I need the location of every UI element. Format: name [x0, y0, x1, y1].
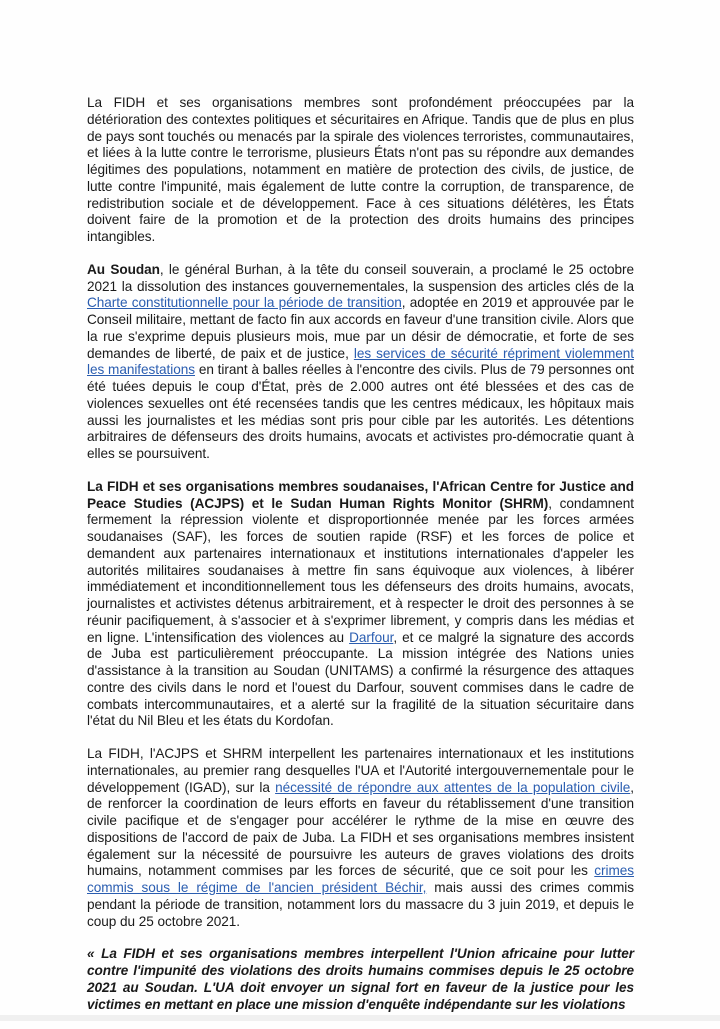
bottom-strip [0, 1015, 720, 1021]
paragraph-intro [87, 95, 634, 246]
link-darfour[interactable]: Darfour [349, 629, 394, 645]
document-page [87, 95, 634, 1029]
paragraph-quote [87, 946, 634, 1013]
quote-text: « La FIDH et ses organisations membres interpellent l'Union africaine pour lutter contre l'impunité des violations des droits humains commises depuis le 25 octobre 2021 au Soudan. L'UA doit envoyer un signal fort en faveur de la justice pour les victimes en mettant en place une mission d'enquête indépendante sur les violations [87, 946, 634, 1012]
link-charte-constitutionnelle[interactable]: Charte constitutionnelle pour la période de transition [87, 295, 402, 311]
paragraph-condamnation-text-2: , et ce malgré la signature des accords de Juba est particulièrement préoccupante. La mission intégrée des Nations unies d'assistance à la transition au Soudan (UNITAMS) a confirmé la résurgence des attaques contre des civils dans le nord et l'ouest du Darfour, souvent commises dans le cadre de combats intercommunautaires, et a alerté sur la fragilité de la situation sécuritaire dans l'état du Nil Bleu et les états du Kordofan. [87, 629, 634, 729]
paragraph-condamnation-text-1: , condamnent fermement la répression violente et disproportionnée menée par les forces armées soudanaises (SAF), les forces de soutien rapide (RSF) et les forces de police et demandent aux partenaires internationaux et institutions internationales d'appeler les autorités militaires soudanaises à mettre fin sans équivoque aux violences, à libérer immédiatement et inconditionnellement tous les défenseurs des droits humains, avocats, journalistes et activistes détenus arbitrairement, et à respecter le droit des personnes à se réunir pacifiquement, à s'associer et à s'exprimer librement, y compris dans les médias et en ligne. L'intensification des violences au [87, 495, 634, 645]
paragraph-soudan-text-3: en tirant à balles réelles à l'encontre des civils. Plus de 79 personnes ont été tuées depuis le coup d'État, près de 2.000 autres ont été blessées et des cas de violences sexuelles ont été recensées tandis que les centres médicaux, les hôpitaux mais aussi les journalistes et les médias sont pris pour cible par les autorités. Les détentions arbitraires de défenseurs des droits humains, avocats et activistes pro-démocratie quant à elles se poursuivent. [87, 362, 635, 461]
paragraph-soudan-text-1: , le général Burhan, à la tête du conseil souverain, a proclamé le 25 octobre 2021 la dissolution des instances gouvernementales, la suspension des articles clés de la [87, 261, 634, 294]
paragraph-condamnation [87, 479, 634, 730]
paragraph-interpellation-text-2: , de renforcer la coordination de leurs efforts en faveur du rétablissement d'une transition civile pacifique et de s'engager pour accélérer le rythme de la mise en œuvre des dispositions de l'accord de paix de Juba. La FIDH et ses organisations membres insistent également sur la nécessité de poursuivre les auteurs de graves violations des droits humains, notamment commises par les forces de sécurité, que ce soit pour les [87, 779, 634, 879]
paragraph-interpellation [87, 746, 634, 930]
link-crimes-regime-bechir[interactable]: crimes commis sous le régime de l'ancien président Béchir, [87, 863, 634, 895]
link-attentes-population[interactable]: nécessité de répondre aux attentes de la population civile [275, 779, 631, 795]
paragraph-soudan-text-2: , adoptée en 2019 et approuvée par le Conseil militaire, mettant de facto fin aux accords en faveur d'une transition civile. Alors que la rue s'exprime depuis plusieurs mois, mue par un désir de démocratie, et forte de ses demandes de liberté, de paix et de justice, [87, 295, 634, 361]
paragraph-condamnation-lead: La FIDH et ses organisations membres soudanaises, l'African Centre for Justice and Peace Studies (ACJPS) et le Sudan Human Rights Monitor (SHRM) [87, 478, 634, 511]
paragraph-soudan [87, 262, 634, 463]
paragraph-intro-text: La FIDH et ses organisations membres sont profondément préoccupées par la détérioration des contextes politiques et sécuritaires en Afrique. Tandis que de plus en plus de pays sont touchés ou menacés par la spirale des violences terroristes, communautaires, et liées à la lutte contre le terrorisme, plusieurs États n'ont pas su répondre aux demandes légitimes des populations, notamment en matière de protection des civils, de justice, de lutte contre l'impunité, mais également de lutte contre la corruption, de transparence, de redistribution sociale et de développement. Face à ces situations délétères, les États doivent faire de la promotion et de la protection des droits humains des principes intangibles. [87, 95, 634, 244]
link-services-securite[interactable]: les services de sécurité répriment violemment les manifestations [87, 345, 634, 378]
paragraph-interpellation-text-3: mais aussi des crimes commis pendant la période de transition, notamment lors du massacre du 3 juin 2019, et depuis le coup du 25 octobre 2021. [87, 880, 634, 929]
paragraph-interpellation-text-1: La FIDH, l'ACJPS et SHRM interpellent les partenaires internationaux et les institutions internationales, au premier rang desquelles l'UA et l'Autorité intergouvernementale pour le développement (IGAD), sur la [87, 746, 634, 795]
paragraph-soudan-lead: Au Soudan [87, 261, 160, 277]
